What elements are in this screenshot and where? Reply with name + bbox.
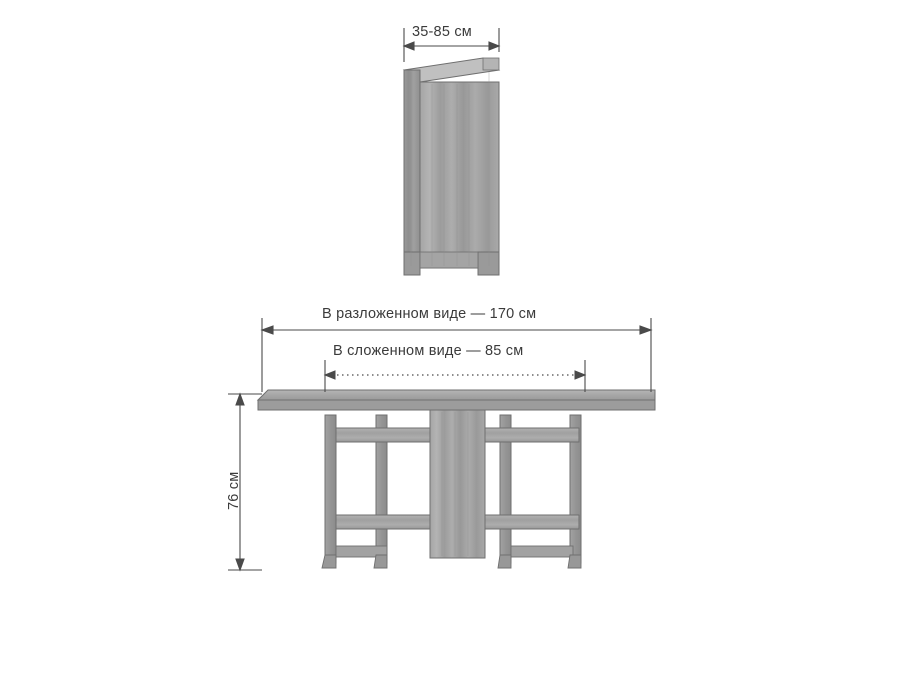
- folded-table-body: [404, 58, 499, 275]
- folded-width-dimension: [325, 360, 585, 392]
- unfolded-table-body: [258, 390, 655, 568]
- unfolded-width-label: В разложенном виде — 170 см: [322, 306, 537, 322]
- folded-width-label: В сложенном виде — 85 см: [333, 343, 524, 359]
- top-width-label: 35-85 см: [412, 24, 472, 40]
- height-label: 76 см: [226, 471, 242, 510]
